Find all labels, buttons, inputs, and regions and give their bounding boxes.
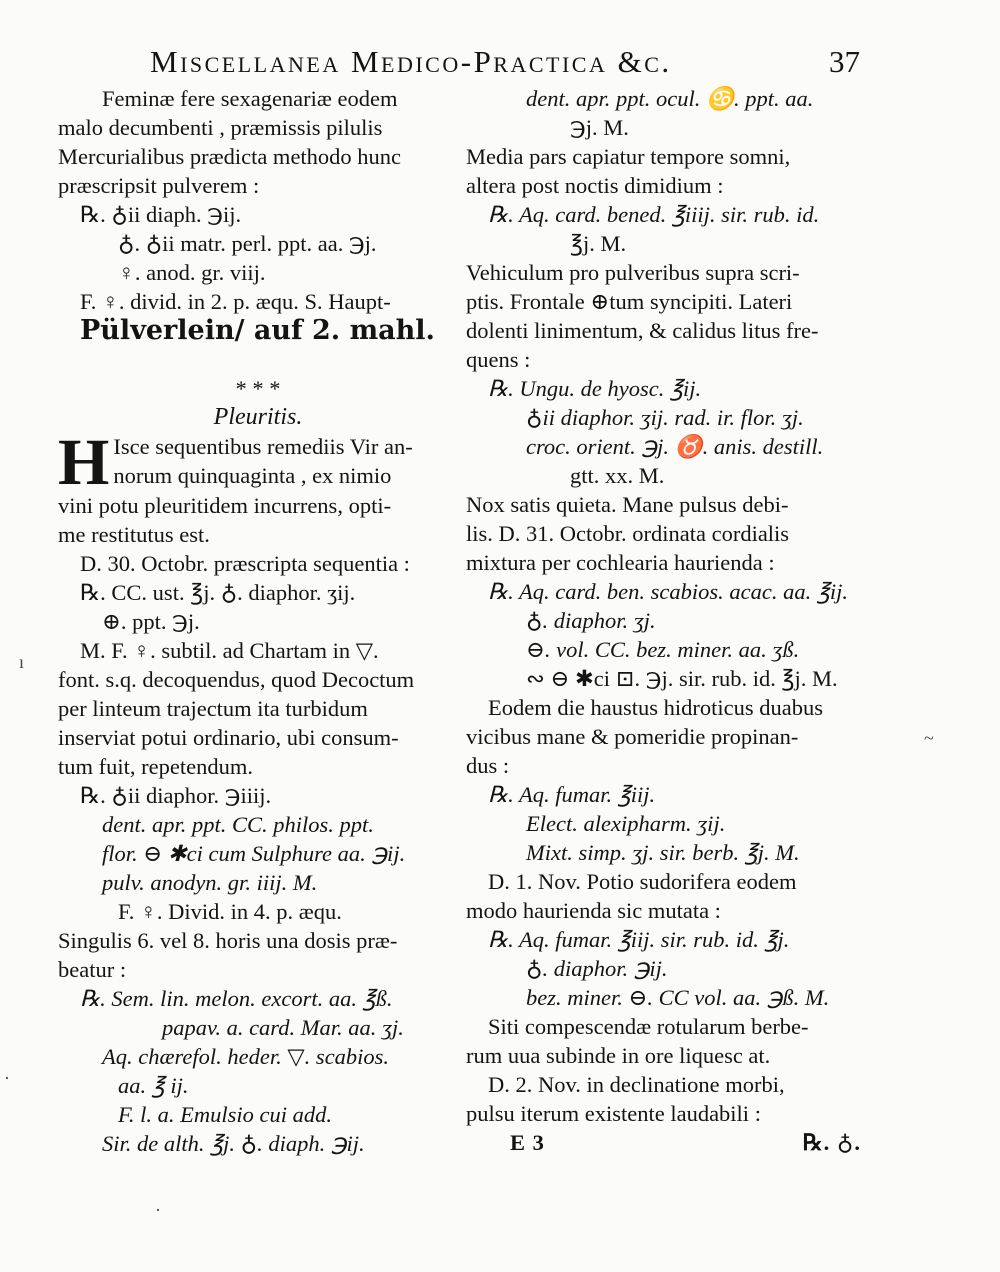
text-line: ptis. Frontale ⊕tum syncipiti. Lateri [466, 289, 793, 314]
prescription-line: croc. orient. ℈j. ♉. anis. destill. [526, 434, 824, 459]
text-line: malo decumbenti , præmissis pilulis [58, 115, 383, 140]
running-head: Miscellanea Medico-Practica &c. [150, 44, 672, 79]
text-line: pulsu iterum existente laudabili : [466, 1101, 761, 1126]
prescription-line: aa. ℥ ij. [118, 1073, 189, 1098]
text-line: lis. D. 31. Octobr. ordinata cordialis [466, 521, 790, 546]
left-column [58, 84, 458, 1158]
text-line: beatur : [58, 957, 127, 982]
prescription-line: ℞. Ungu. de hyosc. ℥ij. [488, 376, 702, 401]
prescription-line: F. ♀. divid. in 2. p. æqu. S. Haupt- [80, 289, 391, 314]
catchword: ℞. ♁. [802, 1130, 861, 1155]
prescription-line: ℈j. M. [570, 115, 629, 140]
margin-mark: · [155, 1200, 161, 1220]
text-line: Media pars capiatur tempore somni, [466, 144, 791, 169]
text-line: præscripsit pulverem : [58, 173, 260, 198]
prescription-line: ℞. ♁ii diaph. ℈ij. [80, 202, 242, 227]
prescription-line: pulv. anodyn. gr. iiij. M. [102, 870, 318, 895]
text-line: Singulis 6. vel 8. horis una dosis præ- [58, 928, 398, 953]
margin-mark: ~ [924, 728, 934, 748]
text-line: D. 1. Nov. Potio sudorifera eodem [488, 869, 797, 894]
prescription-line: ♁. diaphor. ʒj. [526, 608, 656, 633]
text-line: Mercurialibus prædicta methodo hunc [58, 144, 402, 169]
page-number: 37 [829, 44, 860, 79]
text-line: mixtura per cochlearia haurienda : [466, 550, 775, 575]
text-line: D. 2. Nov. in declinatione morbi, [488, 1072, 785, 1097]
text-line: D. 30. Octobr. præscripta sequentia : [80, 551, 410, 576]
text-line: Siti compescendæ rotularum berbe- [488, 1014, 809, 1039]
prescription-line: Aq. chærefol. heder. ▽. scabios. [102, 1044, 390, 1069]
drop-cap: H [58, 432, 110, 491]
text-line: altera post noctis dimidium : [466, 173, 724, 198]
text-line: Eodem die haustus hidroticus duabus [488, 695, 823, 720]
prescription-line: gtt. xx. M. [570, 463, 665, 488]
prescription-line: ℥j. M. [570, 231, 627, 256]
prescription-line: ℞. CC. ust. ℥j. ♁. diaphor. ʒij. [80, 580, 356, 605]
prescription-line: ♀. anod. gr. viij. [118, 260, 266, 285]
ornament: * * * [235, 376, 281, 401]
section-heading: Pleuritis. [213, 404, 303, 430]
prescription-line: dent. apr. ppt. CC. philos. ppt. [102, 812, 374, 837]
footer-line [466, 1128, 861, 1157]
text-line: quens : [466, 347, 531, 372]
text-line: modo haurienda sic mutata : [466, 898, 721, 923]
text-line: inserviat potui ordinario, ubi consum- [58, 725, 399, 750]
prescription-line: ℞. ♁ii diaphor. ℈iiij. [80, 783, 272, 808]
prescription-line: flor. ⊖ ✱ci cum Sulphure aa. ℈ij. [102, 841, 406, 866]
margin-mark: · [4, 1068, 10, 1088]
text-line: per linteum trajectum ita turbidum [58, 696, 368, 721]
text-line: vini potu pleuritidem incurrens, opti- [58, 493, 392, 518]
prescription-line: F. l. a. Emulsio cui add. [118, 1102, 332, 1127]
text-line: tum fuit, repetendum. [58, 754, 253, 779]
prescription-line: Mixt. simp. ʒj. sir. berb. ℥j. M. [526, 840, 800, 865]
prescription-line: ∾ ⊖ ✱ci ⊡. ℈j. sir. rub. id. ℥j. M. [526, 666, 838, 691]
prescription-line: ♁ii diaphor. ʒij. rad. ir. flor. ʒj. [526, 405, 804, 430]
prescription-line: F. ♀. Divid. in 4. p. æqu. [118, 899, 342, 924]
text-line: dus : [466, 753, 510, 778]
prescription-line: dent. apr. ppt. ocul. ♋. ppt. aa. [526, 86, 814, 111]
prescription-line: papav. a. card. Mar. aa. ʒj. [162, 1015, 404, 1040]
prescription-line: ℞. Sem. lin. melon. excort. aa. ℥ß. [80, 986, 393, 1011]
prescription-line: Sir. de alth. ℥j. ♁. diaph. ℈ij. [102, 1131, 365, 1156]
first-paragraph [58, 432, 458, 491]
german-line: Pülverlein/ auf 2. mahl. [80, 316, 435, 345]
right-column [466, 84, 861, 1157]
text-line: Nox satis quieta. Mane pulsus debi- [466, 492, 789, 517]
text-line: me restitutus est. [58, 522, 210, 547]
margin-mark: ı [19, 652, 25, 672]
prescription-line: ⊖. vol. CC. bez. miner. aa. ʒß. [526, 637, 800, 662]
text-line: norum quinquaginta , ex nimio [113, 463, 392, 488]
prescription-line: Elect. alexipharm. ʒij. [526, 811, 726, 836]
prescription-line: ℞. Aq. fumar. ℥iij. [488, 782, 656, 807]
signature-mark: E 3 [510, 1130, 545, 1155]
prescription-line: ♁. ♁ii matr. perl. ppt. aa. ℈j. [118, 231, 377, 256]
spacer [58, 345, 458, 374]
prescription-line: ♁. diaphor. ℈ij. [526, 956, 668, 981]
text-line: M. F. ♀. subtil. ad Chartam in ▽. [80, 638, 379, 663]
text-line: rum uua subinde in ore liquesc at. [466, 1043, 771, 1068]
prescription-line: ℞. Aq. fumar. ℥iij. sir. rub. id. ℥j. [488, 927, 790, 952]
text-line: Isce sequentibus remediis Vir an- [113, 434, 413, 459]
text-line: Feminæ fere sexagenariæ eodem [102, 86, 398, 111]
prescription-line: bez. miner. ⊖. CC vol. aa. ℈ß. M. [526, 985, 830, 1010]
prescription-line: ℞. Aq. card. bened. ℥iiij. sir. rub. id. [488, 202, 820, 227]
text-line: vicibus mane & pomeridie propinan- [466, 724, 799, 749]
prescription-line: ⊕. ppt. ℈j. [102, 609, 200, 634]
text-line: dolenti linimentum, & calidus litus fre- [466, 318, 819, 343]
prescription-line: ℞. Aq. card. ben. scabios. acac. aa. ℥ij. [488, 579, 848, 604]
text-line: font. s.q. decoquendus, quod Decoctum [58, 667, 415, 692]
text-line: Vehiculum pro pulveribus supra scri- [466, 260, 800, 285]
